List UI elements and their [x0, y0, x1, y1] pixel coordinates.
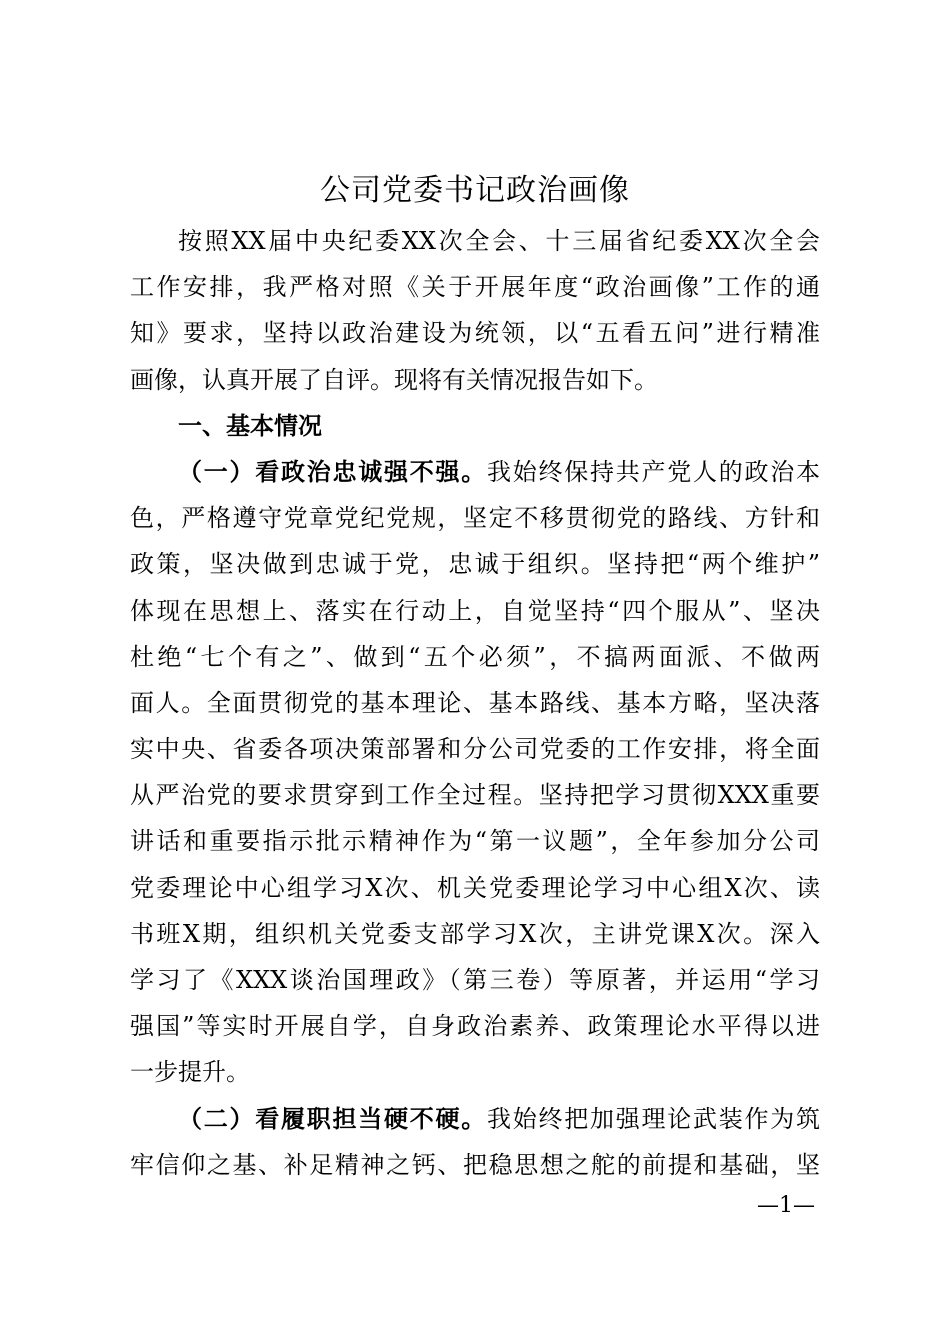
- item-1-line-9: 讲话和重要指示批示精神作为“第一议题”，全年参加分公司: [130, 827, 820, 856]
- item-1-line-6: 面人。全面贯彻党的基本理论、基本路线、基本方略，坚决落: [130, 688, 820, 717]
- item-1-line-5: 杜绝“七个有之”、做到“五个必须”，不搞两面派、不做两: [130, 642, 820, 671]
- intro-line-2: 工作安排，我严格对照《关于开展年度“政治画像”工作的通: [130, 273, 820, 302]
- item-1-line-11: 书班X期，组织机关党委支部学习X次，主讲党课X次。深入: [130, 919, 820, 948]
- item-1-line-12: 学习了《XXX谈治国理政》（第三卷）等原著，并运用“学习: [130, 966, 820, 994]
- item-2-line-1: [130, 1096, 820, 1142]
- item-1-line-2: 色，严格遵守党章党纪党规，坚定不移贯彻党的路线、方针和: [130, 504, 820, 533]
- item-2-lead: （二）看履职担当硬不硬。: [178, 1103, 487, 1133]
- page-number: —1—: [757, 1193, 815, 1218]
- item-1-line-13: 强国”等实时开展自学，自身政治素养、政策理论水平得以进: [130, 1012, 820, 1041]
- item-1-line-14: 一步提升。: [130, 1058, 250, 1087]
- item-2-line-1-text: 我始终把加强理论武装作为筑: [487, 1104, 820, 1133]
- item-1-line-3: 政策，坚决做到忠诚于党，忠诚于组织。坚持把“两个维护”: [130, 550, 820, 579]
- item-1-line-7: 实中央、省委各项决策部署和分公司党委的工作安排，将全面: [130, 735, 820, 764]
- item-1-lead: （一）看政治忠诚强不强。: [178, 456, 487, 486]
- intro-line-1: 按照XX届中央纪委XX次全会、十三届省纪委XX次全会: [178, 227, 820, 255]
- item-2-line-2: 牢信仰之基、补足精神之钙、把稳思想之舵的前提和基础，坚: [130, 1150, 820, 1179]
- item-1-line-4: 体现在思想上、落实在行动上，自觉坚持“四个服从”、坚决: [130, 596, 820, 625]
- item-1-line-10: 党委理论中心组学习X次、机关党委理论学习中心组X次、读: [130, 873, 820, 902]
- section-heading-basic: 一、基本情况: [178, 411, 322, 440]
- item-1-line-1-text: 我始终保持共产党人的政治本: [487, 457, 820, 486]
- intro-line-3: 知》要求，坚持以政治建设为统领，以“五看五问”进行精准: [130, 319, 820, 348]
- document-body: [130, 218, 820, 1188]
- item-1-line-8: 从严治党的要求贯穿到工作全过程。坚持把学习贯彻XXX重要: [130, 781, 820, 810]
- document-title: 公司党委书记政治画像: [320, 173, 630, 208]
- item-1-line-1: [130, 449, 820, 495]
- intro-line-4: 画像，认真开展了自评。现将有关情况报告如下。: [130, 365, 658, 394]
